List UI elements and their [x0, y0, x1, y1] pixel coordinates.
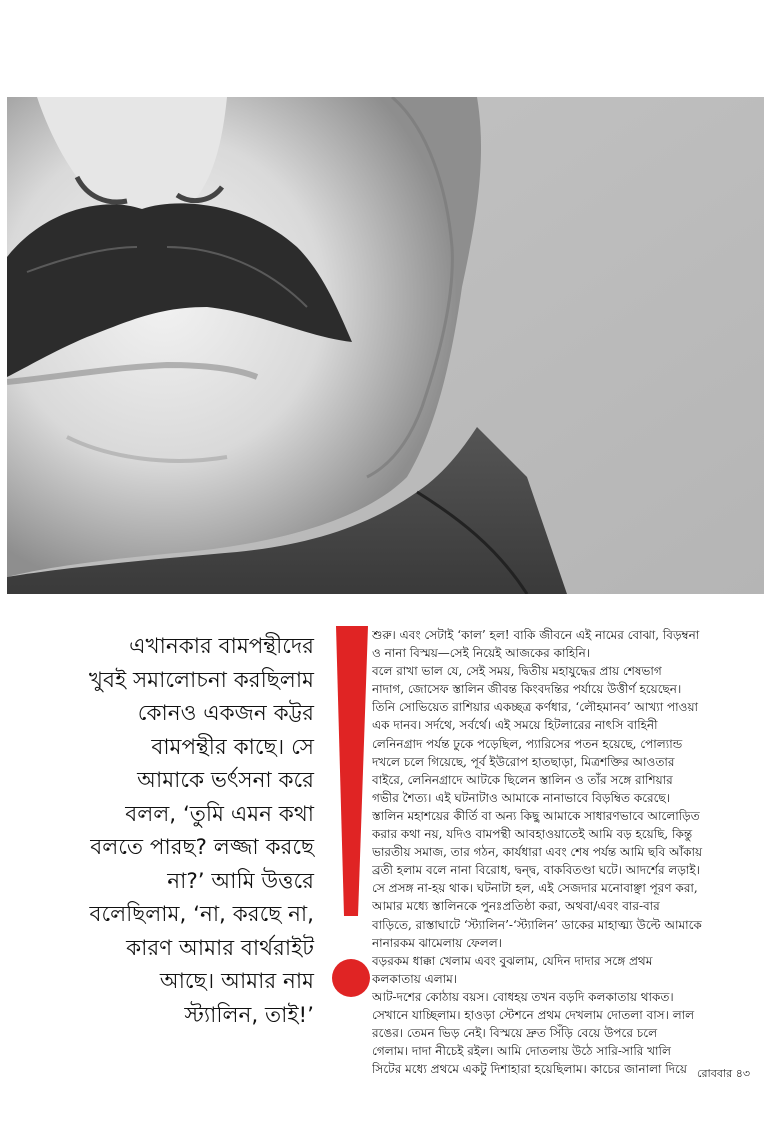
- body-line: বাইরে, লেনিনগ্রাদে আটকে ছিলেন স্তালিন ও তাঁর সঙ্গে রাশিয়ার: [372, 772, 673, 787]
- pull-quote-line: কোনও একজন কট্টর: [137, 701, 314, 726]
- body-line: সিটের মধ্যে প্রথমে একটু দিশাহারা হয়েছিলাম। কাচের জানালা দিয়ে: [372, 1062, 687, 1077]
- body-line: তিনি সোভিয়েত রাশিয়ার একচ্ছত্র কর্ণধার, ‘লৌহমানব’ আখ্যা পাওয়া: [372, 700, 699, 715]
- body-line: দখলে চলে গিয়েছে, পূর্ব ইউরোপ হাতছাড়া, মিত্রশক্তির আওতার: [372, 754, 675, 769]
- page-footer: রোববার ৪৩: [697, 1067, 750, 1080]
- body-line: রঙের। তেমন ভিড় নেই। বিস্ময়ে দ্রুত সিঁড়ি বেয়ে উপরে চলে: [372, 1026, 658, 1041]
- pull-quote-line: এখানকার বামপন্থীদের: [129, 634, 314, 659]
- body-line: বলে রাখা ভাল যে, সেই সময়, দ্বিতীয় মহাযুদ্ধের প্রায় শেষভাগ: [372, 664, 662, 679]
- pull-quote: [14, 630, 314, 1032]
- pull-quote-line: আছে। আমার নাম: [159, 969, 314, 994]
- pull-quote-line: কারণ আমার বার্থরাইট: [126, 935, 314, 961]
- body-line: নাদাগ, জোসেফ স্তালিন জীবন্ত কিংবদন্তির পর্যায়ে উত্তীর্ণ হয়েছেন।: [372, 682, 682, 697]
- body-line: কলকাতায় এলাম।: [372, 971, 458, 986]
- pull-quote-line: স্ট্যালিন, তাই!’: [184, 1002, 314, 1028]
- body-line: ও নানা বিস্ময়—সেই নিয়েই আজকের কাহিনি।: [372, 646, 591, 661]
- pull-quote-line: বলল, ‘তুমি এমন কথা: [125, 801, 314, 827]
- body-line: নানারকম ঝামেলায় ফেলল।: [372, 935, 502, 950]
- body-line: স্তালিন মহাশয়ের কীর্তি বা অন্য কিছু আমাকে সাধারণভাবে আলোড়িত: [372, 808, 700, 823]
- body-line: এক দানব। সর্দথে, সর্বর্থে। এই সময়ে হিটলারের নাৎসি বাহিনী: [372, 718, 658, 733]
- pull-quote-line: বামপন্থীর কাছে। সে: [151, 734, 314, 760]
- body-line: বাড়িতে, রাস্তাঘাটে ‘স্ট্যালিন’-‘স্ট্যালিন’ ডাকের মাহাত্ম্য উল্টে আমাকে: [372, 917, 702, 932]
- body-line: বড়রকম ধাক্কা খেলাম এবং বুঝলাম, যেদিন দাদার সঙ্গে প্রথম: [372, 953, 653, 968]
- pull-quote-line: খুবই সমালোচনা করছিলাম: [88, 667, 314, 693]
- body-line: সেখানে যাচ্ছিলাম। হাওড়া স্টেশনে প্রথম দেখলাম দোতলা বাস। লাল: [372, 1007, 695, 1022]
- pull-quote-line: না?’ আমি উত্তরে: [167, 868, 314, 894]
- body-line: ভারতীয় সমাজ, তার গঠন, কার্যধারা এবং শেষ পর্যন্ত আমি ছবি আঁকায়: [372, 845, 703, 860]
- exclamation-mark-icon: [322, 626, 370, 1026]
- body-line: শুরু। এবং সেটাই ‘কাল’ হল! বাকি জীবনে এই নামের বোঝা, বিড়ম্বনা: [372, 628, 700, 642]
- body-line: গভীর শৈত্য। এই ঘটনাটাও আমাকে নানাভাবে বিড়ম্বিত করেছে।: [372, 790, 671, 805]
- body-line: আট-দশের কোঠায় বয়স। বোধহয় তখন বড়দি কলকাতায় থাকত।: [372, 989, 674, 1004]
- pull-quote-line: আমাকে ভর্ৎসনা করে: [137, 768, 314, 793]
- body-line: করার কথা নয়, যদিও বামপন্থী আবহাওয়াতেই আমি বড় হয়েছি, কিন্তু: [372, 827, 693, 842]
- body-line: আমার মধ্যে স্তালিনকে পুনঃপ্রতিষ্ঠা করা, অথবা/এবং বার-বার: [372, 899, 660, 914]
- body-line: সে প্রসঙ্গ না-হয় থাক। ঘটনাটা হল, এই সেজদার মনোবাঞ্ছা পূরণ করা,: [372, 881, 698, 896]
- body-line: গেলাম। দাদা নীচেই রইল। আমি দোতলায় উঠে সারি-সারি খালি: [372, 1044, 671, 1059]
- portrait-illustration: [7, 97, 764, 594]
- pull-quote-line: বলতে পারছ? লজ্জা করছে: [90, 835, 314, 860]
- portrait-photo: [7, 97, 764, 594]
- body-line: ব্রতী হলাম বলে নানা বিরোধ, দ্বন্দ্ব, বাকবিতণ্ডা ঘটে। আদর্শের লড়াই।: [372, 863, 700, 878]
- pull-quote-line: বলেছিলাম, ‘না, করছে না,: [89, 902, 314, 927]
- body-line: লেনিনগ্রাদ পর্যন্ত ঢুকে পড়েছিল, প্যারিসের পতন হয়েছে, পোল্যান্ড: [372, 736, 683, 751]
- article-body: [372, 626, 757, 1078]
